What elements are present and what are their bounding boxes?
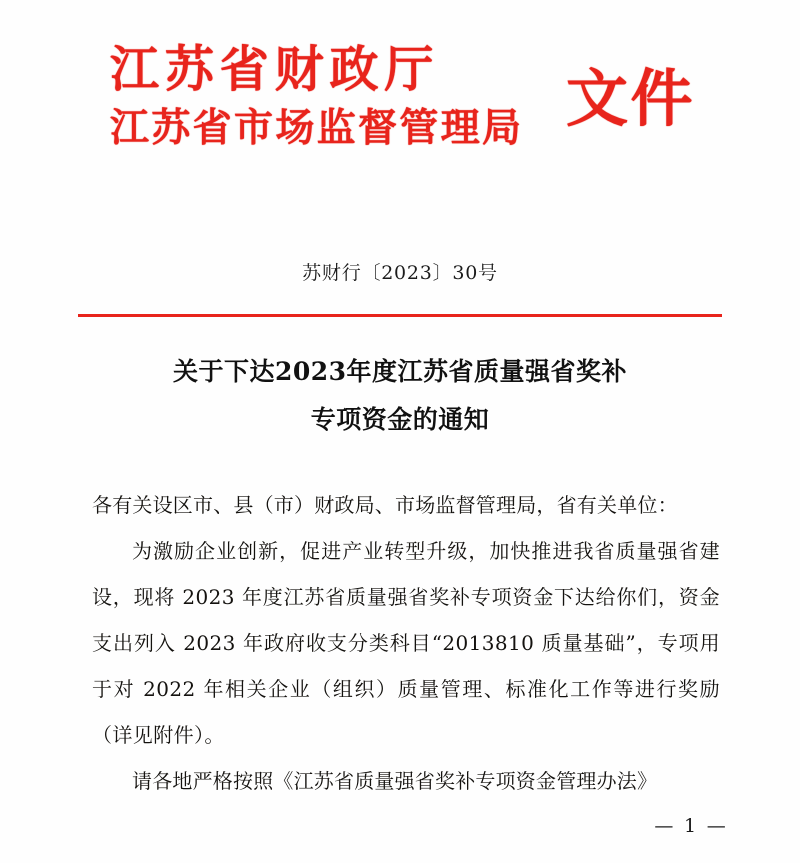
masthead-line-1: 江苏省财政厅 [110, 40, 440, 98]
page-title-line-1: 关于下达2023年度江苏省质量强省奖补 [172, 357, 628, 386]
document-body [92, 482, 720, 804]
page-title-line-2: 专项资金的通知 [310, 405, 490, 434]
document-number: 苏财行〔2023〕30号 [302, 262, 498, 284]
page-title [100, 348, 700, 444]
body-paragraph-1: 为激励企业创新，促进产业转型升级，加快推进我省质量强省建设，现将 2023 年度江苏省质量强省奖补专项资金下达给你们，资金支出列入 2023 年政府收支分类科目“2013810 质量基础”，专项用于对 2022 年相关企业（组织）质量管理、标准化工作等进行奖励（详见附件）。 [92, 539, 720, 747]
masthead-document-word: 文件 [566, 62, 695, 135]
masthead-issuers [110, 38, 580, 156]
masthead [0, 30, 800, 195]
body-paragraph-2: 请各地严格按照《江苏省质量强省奖补专项资金管理办法》 [132, 769, 658, 793]
red-divider-rule [78, 314, 722, 317]
masthead-line-2: 江苏省市场监督管理局 [110, 105, 524, 151]
body-paragraph-salutation: 各有关设区市、县（市）财政局、市场监督管理局，省有关单位： [92, 493, 678, 517]
page-number-marker: — 1 — [654, 815, 728, 837]
